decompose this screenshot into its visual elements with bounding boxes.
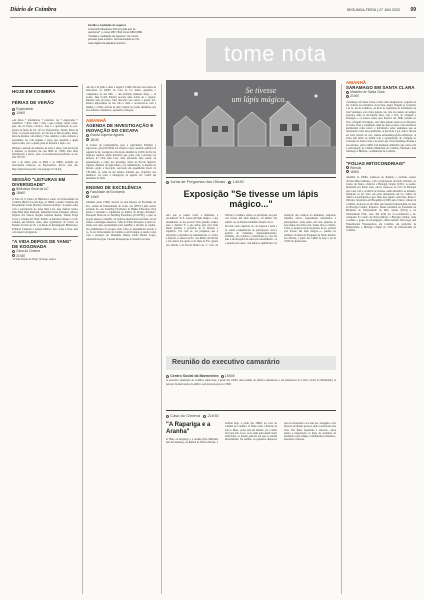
folias-time: 18h00 [350,169,360,174]
ensino-meta [86,190,156,199]
masthead [10,6,416,18]
film-left-venue: Casa do Cinema [16,249,40,254]
clock-icon [12,112,15,115]
pin-icon [86,134,89,137]
ensino-venue: Faculdade de Economia [90,190,125,195]
pin-icon [12,108,15,111]
divider [161,84,162,594]
feature-paragraph: «Do que te pensar sobre a Ambiente e reconhecer? Se ti- vesses um lápis mágico, o que desenharias ou tua escola? Tens grandes sonhos para o mundo? E o que farias pela rua? Tens ideias grandes e gostarias de as mostrar a alguém?». Foi com es- tas perguntas que a exposição e iniciativa de sensibilização co- letiva é lançada, os alunos da Es- cola Básica de Olivais e dos alunos das quais os da Junta de Fre- guesia dos Olivais e da Escola Básica do 1.º ciclo de Olivais e Coimbra, eleitos os participan- tes para «Se tivesse um lápis mágico», na âmbito das temáti- cas de Desenvolvimento Susten- tável. [166,214,277,247]
feature-title: Exposição "Se tivesse um lápis mágico..." [183,189,319,209]
pin-icon [86,191,89,194]
session-body [12,198,78,234]
page-number: 09 [410,7,416,13]
film-venue: Casa do Cinema [170,413,200,418]
left-time: 10h00 [16,111,26,116]
pin-icon [166,375,169,378]
clock-icon [203,415,206,418]
left-venue: Exploratório [16,107,34,111]
film-meta [166,410,336,418]
top-note-text [88,24,200,45]
note-line: Gestão e mediação de seguros [88,24,127,27]
caption-line-2: um lápis mágico... [231,95,291,104]
film-heading-left: "A VIDA DEPOIS DE YANG" DE KOGONADA [12,239,72,250]
clock-icon [228,181,231,184]
feature-image [166,80,336,174]
left-column [12,86,78,594]
film-left-meta [12,249,78,258]
second-column [86,86,156,594]
film-left-text: "A Vida Depois de Yang" de Koge- nada é [12,257,56,261]
left-meta [12,107,78,116]
masthead-date: SEGUNDA-FEIRA | 27 JUN 2022 [346,8,400,12]
folias-heading: "FOLIAS MITOCONDRIAIS" [346,160,406,166]
left-heading: FÉRIAS DE VERÃO [12,100,54,105]
col2-top [86,86,156,112]
left-paragraph: Até 1 de Julho, entre as 9h00 e as 18h00, poderão ser descobertas «marcas» no Exploratório. Inscri- ções em: http://exploratorio.pt/fe- rias (Apagar 27.10 #2). [12,161,78,171]
right-kicker: AMANHÃ [346,80,367,85]
section-banner [206,38,424,72]
pin-icon [12,250,15,253]
masthead-logo: Diário de Coimbra [10,7,57,13]
executive-title: Reunião do executivo camarário [172,359,280,366]
feature-venue: Junta de Freguesia dos Olivais [170,179,226,184]
clock-icon [86,138,89,141]
pin-icon [346,91,349,94]
left-body [12,119,78,171]
pin-icon [346,166,349,169]
note-line: previsto para outubro. Será lecionado em for- [88,38,141,41]
feature-article [166,177,336,289]
left-kicker: HOJE EM COIMBRA [12,86,78,94]
executive-time: 15h00 [224,374,235,378]
col2-kicker: AMANHÃ [86,118,107,124]
clock-icon [12,192,15,195]
col2-meta [86,133,156,142]
right-text: «Saramago em Santa Clara» é uma visita integrada no conjunto de ini- ciativas do centenário «José Sara- mago: Viagem ao Convento e às sa- ias de Coimbra», da Rota do centenário do nascimento de José Saramago, esta visita guiada con- vite do passeio de antigos nascidos onde se encontram sítios com o livro de «Viagem a Portugal» e os passos dados pelo Escritor em 1980, narrada no livro «Viagem a Portugal», esta visita guiada centra-se no Mosteiro de Santa Clara e contempla, além de outros pontos com relevância patrimonial como relevo e informação sobre elementos que se relacionam como este património. A inscrição é gra- tuita e deverá ser feita através de cen- tenario.sarsaramago@cm-coimbra.pt. A visita tem início às 21h00 com a apresentação de «Viagem ao Convento de Santa Clara e de partes que viveu Saramago durante a sua estadia», pelas 21h00. Um momento simbólico que conta com a participação da Câmara Municipal de Coimbra, Fundação José Saramago e Bibliote- ca Municipal de Coimbra. [346,100,416,154]
pin-icon [166,181,169,184]
pin-icon [166,415,169,418]
session-venue: Biblioteca Geral da UC [16,187,49,192]
col2-text: O Centro de Competências para a Agricultura Familiar e Agroecolo- gia (CECAFA) vai realizar a apre- sentação pública da Agenda de In- vestigação e Inovação amanhã, às 11h30, na Escola Superior Agrária, numa iniciativa que conta com a presença da diretora do CEA Inês Leal. Será efectuada uma sessão de apresentação a cargo dos investiga- dores da Escola Superior Agrária, ministra da Agricultura e da Alimentação. A Agenda de Investi- gação e Inovação, aprovada em Assembleia Geral do CECAFA, re- sulta de um intenso trabalho par- ticipativo dos membros, tal como a divulgação da agenda CE- CAFA em dezembro de 2021. [86,144,156,181]
folias-venue: Rómulo [350,165,362,170]
ensino-text: Amanhã, pelas 15h00, decorre na sala Keynes da Faculdade de Eco- nomia da Universidade de Coim- bra (FEUC) uma sessão evitando ho- me Teaching Excellence in Higher Education. Esta sessão é realizada e organizada no âmbito do Projeto Erasmus+ European Network on Teaching Excellence (E-NOTE), o qual se propõe mapear e identifi- car práticas inspiradoras em maté- ria de ensino e estratégias desenvol- vidas na União Europeia. A mesa re- donda terá uma oportunidade para partilhar e discutir os resulta- dos preliminares do projeto, bem como as experiências levado a ca- bo na Universidade de Coimbra e em Portugal. A sessão conta com a presença de: Madalena Duarte, Paulo Duarte Lopes, Alexandre Koogan, Cristina Albuquerque e Cláudia Cercadas. [86,201,156,241]
ensino-time: 14h00 [90,194,100,199]
folias-text: Amanhã, às 18h00, realiza-se no Rómulo o próximo evento «Folias Mitocondriais», com a participação de Paulo Oliveira, do Centro de Neuro- ciências e Biologia Celular (CNC). A sessão, moderada por Paulo Gon- çalves, insere-se no ciclo de Biologia que conta com o «Ciência às Sextas», numa iniciativa do Rómulo, destinado ao pú- blico em geral interessado em tra- balhos de ciência. A participação é gra- tuita, mas sujeita a inscrição. Paulo J. Oliveira, licenciado em Bioquímica (1995) pela Univer- sidade de Coimbra, doutorou-se em 2002, pela mesma Universidade, na área da Biologia Celular. Posterior- mente trabalhou na Faculdade de Medicina da Universidade de Min- nesota (EUA) e na Universidade Fran- cesa. Em 2019 foi co-coordenador e in- vestigador do Centro de Neurociências e Biologia Celular, onde coordena o grupo de investigação «Mitocondrial Toxicology and Experimental Therapeutics» em Coimbra, em particular de Metabolismo e Biologia Celular no CNC da Universidade de Coimbra. [346,176,416,233]
executive-meta [166,374,336,378]
clock-icon [86,195,89,198]
note-line: posicione*: o curso MIN YINA Curso MINI MBA [88,31,143,34]
note-line: A Caminho Business School pede que se [88,27,136,31]
executive-article [166,374,336,387]
session-time: 18h00 [16,191,26,196]
film-text: O filme «A Rapariga e a Aranha (Das Mädchen und die Spinne)», de Ramon & Silvan Zürcher, é exibido hoje, a partir das 18h00, na Casa do Cinema de Coimbra. O filme conta a história de Lisa e Mara, «Lisa está em mudan- ças e Mara fica para trás. A fes- ta de saída num ateliê vendo desbobado, ao mesmo período em que se sentem mortalidades. Na reunião, os pequenos despertos que se sobrepõem e aos seus per- sonagens, e são motivos de muitas pessoas, tudo é arrefecido pela vida. Um filme trepidante e amoroso, sobre desejo e inseparação ao meio de aventuras de momentos para sempre e infinidades profundas», apresenta a sinopse. [166,422,336,445]
ensino-heading: ENSINO DE EXCELÊNCIA [86,185,142,191]
col2-venue: Escola Superior Agrária [90,133,124,138]
feature-paragraph: Ela tem como objetivos da- do resposta a estas e de outras competências de participação cívica, espírito de cidadania, empreendedorismo, mobiliza- ção coletiva e criatividade so- cial. Os pais e encarregados de educação sensibilizam - os e pedem para expor, com impacto significativo na formação das crianças da Ambiente, respostas, cidadãos ativos, respondendo informados e participativos. Cada aluno, em casa, expressa as suas ideias da forma total- mente livre e criativa. Todos os projetos serão mostrados na ex- posição «Se tivesse um lápis mágico...», patente no auditório da Junta de Freguesia de Santo António dos Olivais, a partir das 14h30 de hoje e até às 17h30 de quarta-feira. [225,214,336,245]
top-note-panel [88,24,200,60]
film-article [166,410,336,542]
pin-icon [12,188,15,191]
section-title: tome nota [224,41,327,66]
session-meta [12,187,78,196]
divider [82,84,83,594]
note-line: "Gestão e mediação de seguros" com início [88,34,139,38]
executive-venue: Centro Social da Marmeleira [170,374,219,378]
image-caption [206,86,316,104]
right-time: 21h00 [350,94,360,99]
clock-icon [221,375,224,378]
note-line: mato digital via plataforma Zoom. [88,41,127,45]
right-column [346,80,416,594]
left-paragraph: «As férias + infomáticas + construti- vas + engraçadas + científicas + diver- tidas + tudo o que a imagi- nação conse- guir, são no Explo- ratório». Este é o apresentação do pro- grama de férias de Ve- rão no Exploratório. Nestas férias de verão, os jovens explorado- res vão até ao fim de junho, muito mais de desafios com ciência + ma- temática, como conhecer e experimen- tar com páginas e jogos que agradam a quem aprecia ciên- cia e a quem gosta de inventar e explo- rar. [12,118,78,145]
caption-line-1: Se tivesse [245,86,277,95]
right-meta [346,90,416,99]
divider [341,84,342,594]
film-heading: "A Rapariga e a Aranha" [166,422,211,435]
session-heading: SESSÃO "LEITURAS EM DIVERSIDADE" [12,177,66,188]
left-paragraph: Durante o período de semanas, de sexta a sexta, com inscrições à semana, os horários são das 9h00 às 17h30. Para mais informações e inscri- ções: www.exploratorio.pt/ferias ou tel. 239 703 797. [12,146,78,160]
col2-time: 11h30 [90,137,99,142]
col2-paragraph: Até dia 2 de julho é dado a seguir à 15h00. Decorre nas noites de sexta-feira, às 22h30, na Casa do Ci- nema. «Quando o computador do seu filho — um andróide chamado Yang — se avaria, Jake (Colin Farrell) procura uma forma de o reparar. Durante esse processo, Jake descobre que estava a perder mo- mentos importantes da sua vida e tenta a reconectar-se com a mulher e a filha, através de uma viagem por tando distâncias que dos enfrenta a memória», apresenta a sinopse. [86,86,156,113]
executive-band [166,356,336,370]
clock-icon [12,254,15,257]
right-heading: SARAMAGO EM SANTA CLARA [346,85,415,90]
clock-icon [346,95,349,98]
executive-text: O executivo municipal de Coimbra reúne hoje, à partir das 15h00, uma reunião de efetivos suburbanos e nas instalações do Centro Social da Marmeleira, O período de intervenção do público está marcado para as 17h00. [166,379,336,386]
feature-body [166,214,336,289]
session-text: A Sala de S. Pedro da Biblioteca Geral da Universidade de Coimbra (BGUC) recebe hoje, às 18h00, a sessão "Leituras em Diversidade: Vozes (Portas) e Pessoas de Hoje". A sessão conta com a participação de Jorge Ruiz Lara, Ana Zamora Serna, Irene Bain Ruiz Ramonal, Almudena Perez Paniagua, Alberto Teijeira dos Santos, Regina Sanchez Ruelas, Sabela Fraga Costa e Cristina del Villar Toribio. A iniciativa integra o Ciclo Leituras em Diversi- dade, uma organização do Centro de Estudos Sociais da UC e da Rede de Investigação Bibliotecas, Políticas Culturais e Leitura Pública. Ker- trada é livre, mas com reserva obrigatória. [12,197,78,234]
folias-meta [346,166,416,175]
col2-heading: AGENDA DE INVESTIGAÇÃO E INOVAÇÃO DO CECAFA [86,123,154,134]
clock-icon [346,170,349,173]
right-venue: Mosteiro de Santa Clara [350,90,385,94]
film-left-time: 21h30 [16,253,26,258]
feature-time: 14h30 [232,179,244,184]
film-time: 21h30 [207,413,219,418]
feature-meta [166,177,336,184]
